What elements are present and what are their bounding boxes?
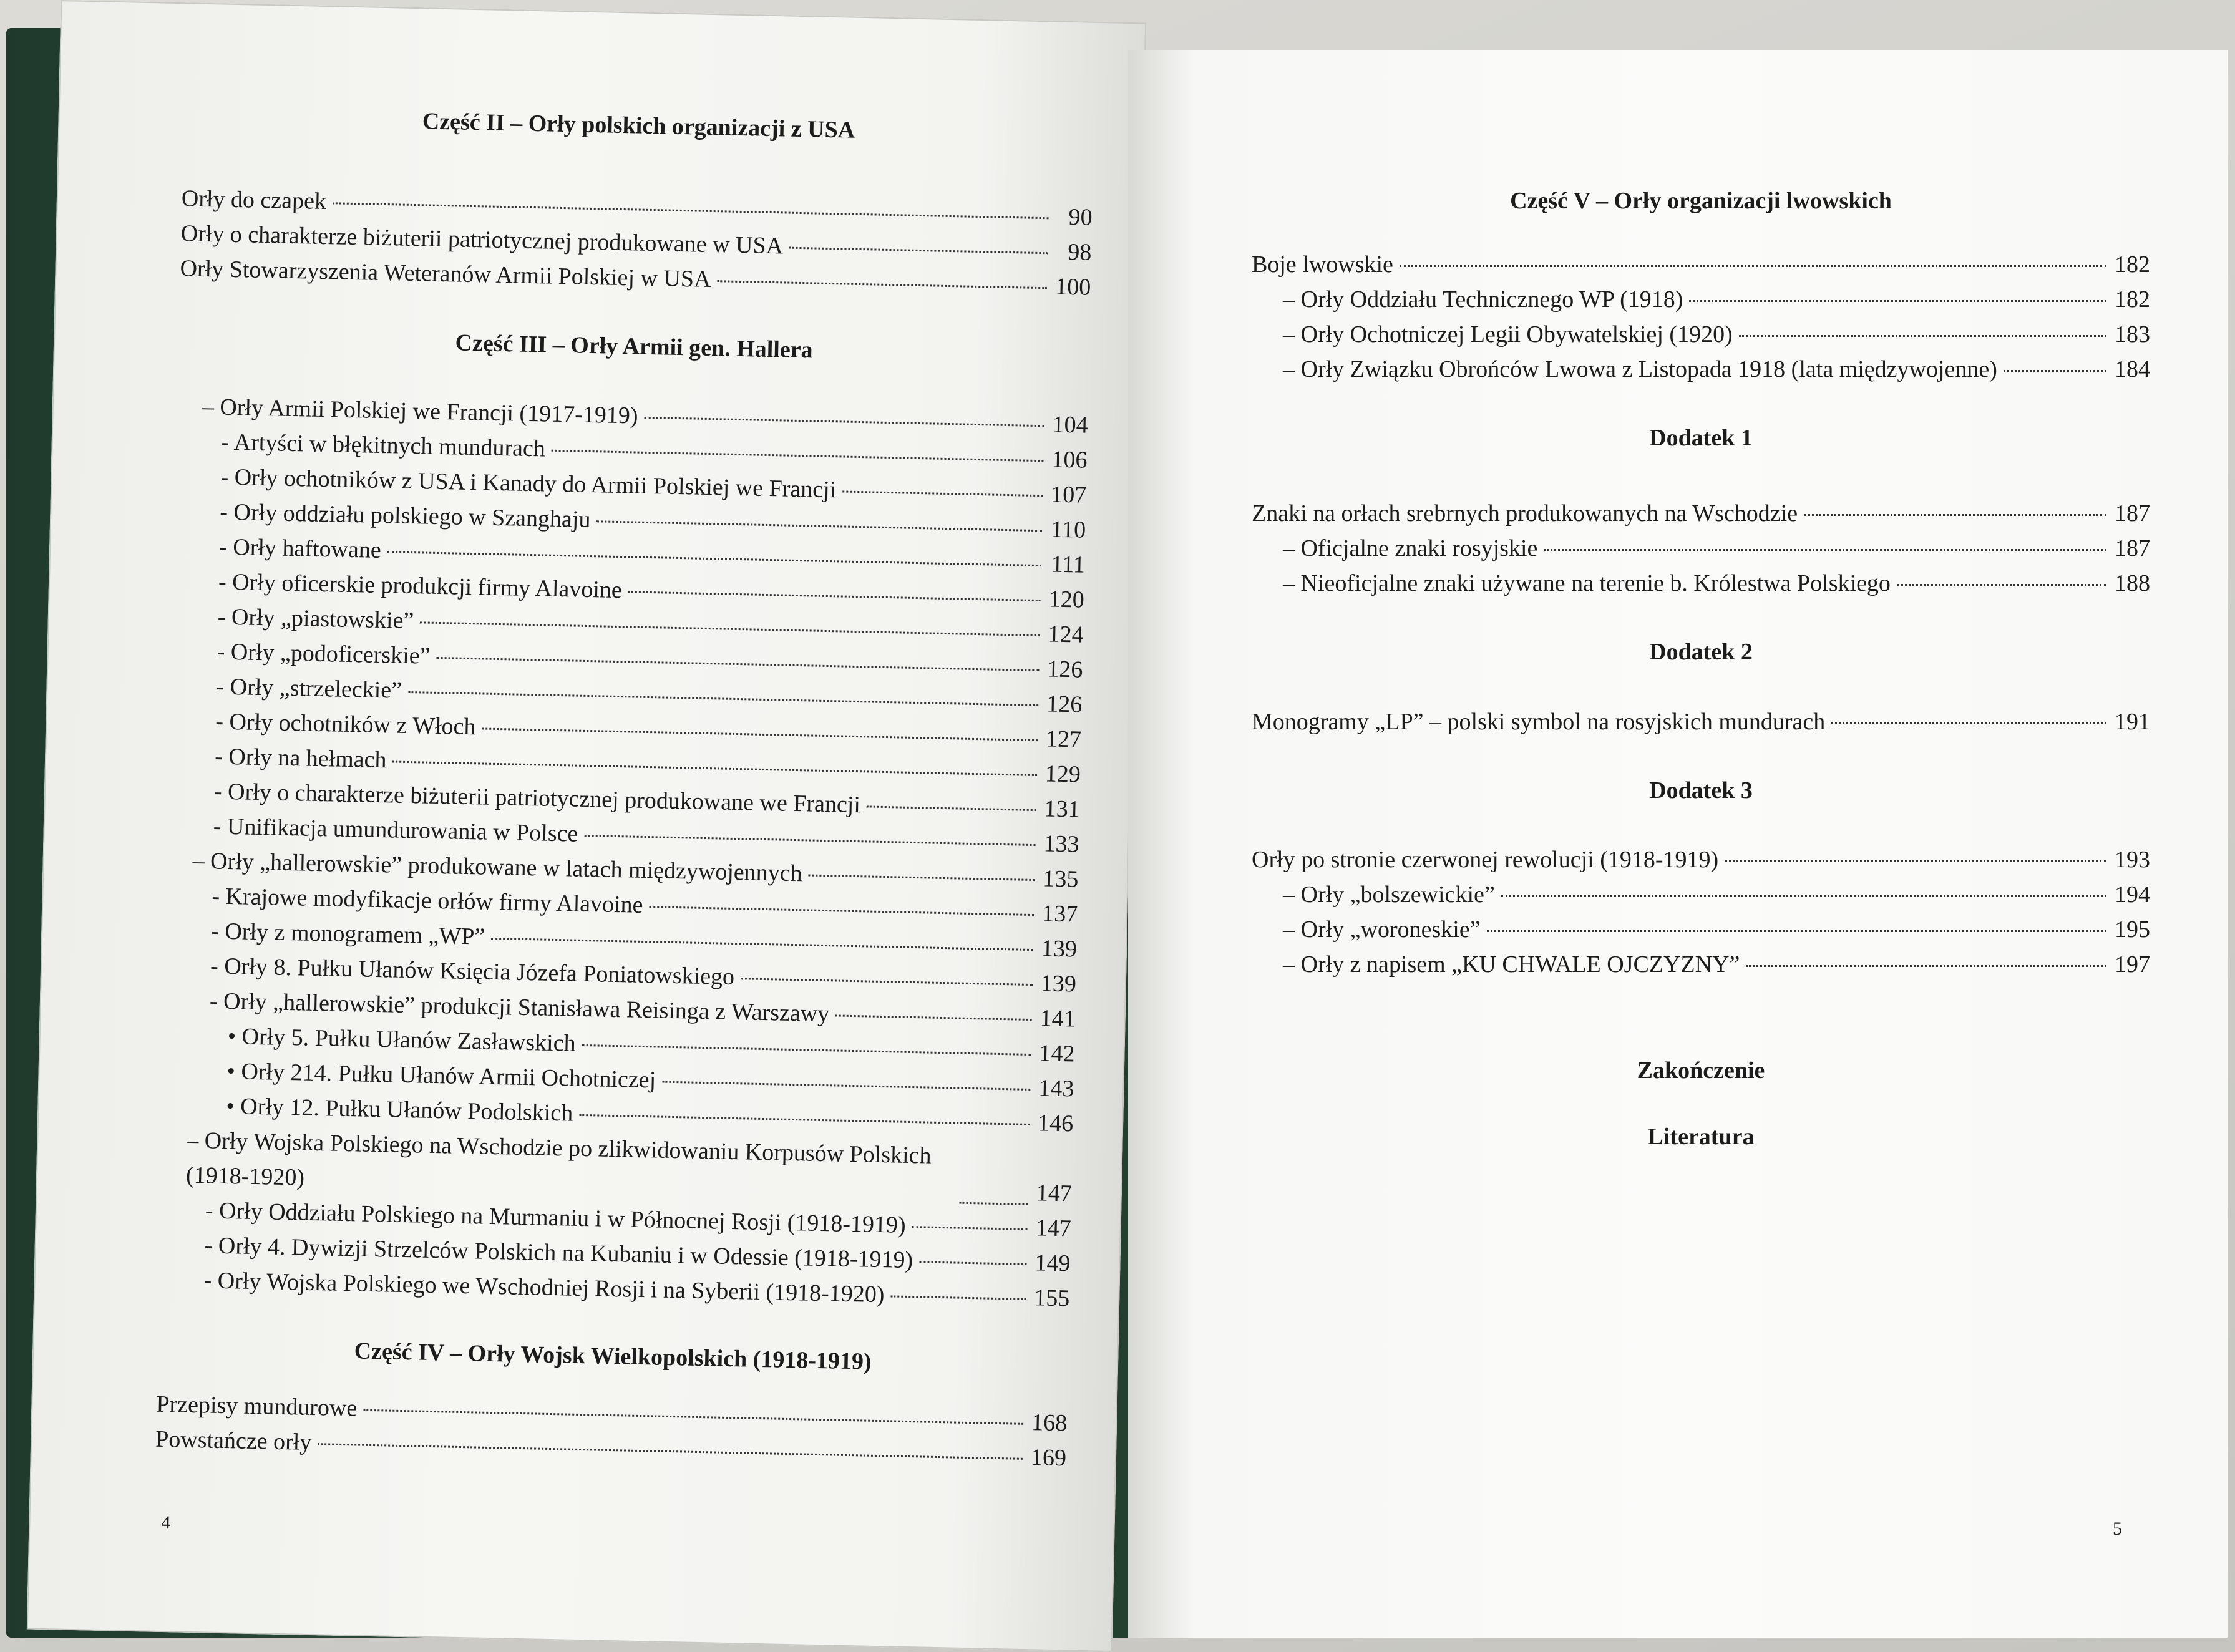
toc-entry [1252, 704, 2150, 739]
dot-leader [318, 1443, 1023, 1460]
toc-page: 193 [2115, 847, 2150, 873]
dot-leader [867, 806, 1036, 812]
section-heading: Część V – Orły organizacji lwowskich [1510, 188, 1892, 214]
dot-leader [1897, 584, 2106, 586]
toc-title: - Orły „hallerowskie” produkcji Stanisława Reisinga z Warszawy [209, 988, 830, 1028]
section-heading: Część IV – Orły Wojsk Wielkopolskich (1918-1919) [354, 1338, 872, 1375]
toc-title: - Orły ochotników z USA i Kanady do Armii Polskiej we Francji [220, 464, 837, 503]
page-number: 4 [161, 1512, 171, 1533]
toc-page: 197 [2115, 951, 2150, 978]
toc-title: – Orły „hallerowskie” produkowane w latach międzywojennych [192, 847, 803, 887]
toc-page: 131 [1044, 795, 1081, 823]
dot-leader [789, 246, 1048, 254]
toc-page: 133 [1043, 830, 1079, 858]
toc-page: 147 [1036, 1180, 1073, 1207]
toc-title: - Orły na hełmach [214, 743, 387, 774]
toc-entry [1252, 566, 2150, 601]
toc-page: 188 [2115, 570, 2150, 597]
toc-title: – Orły Wojska Polskiego na Wschodzie po zlikwidowaniu Korpusów Polskich (1918-1920) [185, 1127, 932, 1191]
toc-title: – Orły „bolszewickie” [1283, 882, 1495, 908]
dot-leader [1804, 514, 2106, 516]
toc-page: 183 [2115, 321, 2150, 347]
left-page [27, 0, 1146, 1652]
toc-entry [1252, 282, 2150, 317]
dot-leader [835, 1015, 1032, 1021]
toc-page: 98 [1068, 238, 1092, 266]
page-number: 5 [2113, 1518, 2122, 1539]
toc-entry [1252, 247, 2150, 282]
toc-page: 195 [2115, 916, 2150, 943]
toc-title: Orły Stowarzyszenia Weteranów Armii Polskiej w USA [180, 255, 711, 293]
toc-title: Powstańcze orły [155, 1426, 312, 1455]
toc-title: Orły o charakterze biżuterii patriotycznej produkowane w USA [180, 220, 784, 259]
dot-leader [1501, 895, 2106, 897]
toc-page: 106 [1051, 446, 1088, 474]
toc-title: - Orły haftowane [218, 533, 382, 564]
toc-page: 182 [2115, 251, 2150, 278]
toc-title: - Orły oddziału polskiego w Szanghaju [219, 498, 591, 533]
dot-leader [482, 728, 1038, 742]
dot-leader [584, 835, 1035, 846]
dot-leader [808, 875, 1035, 882]
toc-title: - Orły 8. Pułku Ułanów Księcia Józefa Poniatowskiego [210, 953, 735, 991]
toc-title: - Orły „podoficerskie” [217, 638, 431, 669]
dot-leader [628, 591, 1041, 602]
dot-leader [491, 938, 1033, 951]
toc-page: 142 [1039, 1040, 1075, 1067]
dot-leader [363, 1409, 1023, 1424]
dot-leader [333, 202, 1049, 219]
toc-entry [1252, 317, 2150, 352]
toc-title: – Orły „woroneskie” [1283, 916, 1481, 943]
toc-page: 187 [2115, 500, 2150, 527]
ending-heading: Zakończenie [1637, 1057, 1765, 1084]
toc-page: 137 [1041, 900, 1078, 928]
dot-leader [649, 906, 1034, 916]
toc-page: 124 [1048, 621, 1084, 648]
dot-leader [912, 1226, 1028, 1230]
toc-title: - Orły z monogramem „WP” [210, 918, 485, 950]
toc-title: - Orły „strzeleckie” [216, 673, 402, 704]
toc-page: 129 [1044, 760, 1081, 788]
toc-title: – Orły z napisem „KU CHWALE OJCZYZNY” [1283, 951, 1740, 978]
toc-entry [1252, 531, 2150, 566]
dot-leader [959, 1202, 1028, 1205]
toc-page: 127 [1045, 726, 1082, 753]
dot-leader [890, 1296, 1026, 1301]
toc-title: - Orły 4. Dywizji Strzelców Polskich na Kubaniu i w Odessie (1918-1919) [204, 1232, 913, 1274]
toc-page: 194 [2115, 882, 2150, 908]
section-heading: Część III – Orły Armii gen. Hallera [455, 329, 814, 364]
toc-page: 120 [1048, 586, 1085, 613]
dot-leader [1831, 722, 2106, 724]
toc-page: 107 [1050, 481, 1087, 508]
toc-title: Monogramy „LP” – polski symbol na rosyjskich mundurach [1252, 708, 1826, 735]
dot-leader [1400, 265, 2106, 267]
toc-title: - Krajowe modyfikacje orłów firmy Alavoine [212, 883, 643, 919]
toc-entry [1252, 496, 2150, 531]
toc-page: 139 [1041, 935, 1078, 963]
toc-page: 182 [2115, 286, 2150, 313]
toc-page: 146 [1037, 1110, 1074, 1137]
toc-title: • Orły 5. Pułku Ułanów Zasławskich [227, 1023, 577, 1057]
toc-entry [1252, 842, 2150, 877]
toc-page: 100 [1054, 273, 1091, 301]
toc-entry [1252, 912, 2150, 947]
dot-leader [717, 280, 1047, 289]
dot-leader [408, 691, 1038, 706]
dot-leader [552, 450, 1044, 462]
toc-title: Znaki na orłach srebrnych produkowanych na Wschodzie [1252, 500, 1798, 527]
toc-page: 149 [1035, 1250, 1071, 1277]
toc-entry [1252, 947, 2150, 982]
dot-leader [420, 622, 1040, 637]
toc-title: - Orły Oddziału Polskiego na Murmaniu i w Północnej Rosji (1918-1919) [205, 1197, 907, 1239]
toc-title: – Orły Oddziału Technicznego WP (1918) [1283, 286, 1683, 313]
toc-title: Boje lwowskie [1252, 251, 1393, 278]
toc-title: - Orły „piastowskie” [217, 603, 414, 634]
dot-leader [644, 417, 1044, 427]
toc-page: 155 [1033, 1285, 1070, 1312]
bibliography-heading: Literatura [1647, 1123, 1755, 1150]
toc-title: – Orły Armii Polskiej we Francji (1917-1919) [202, 394, 638, 429]
section-heading: Część II – Orły polskich organizacji z USA [422, 108, 855, 143]
dot-leader [579, 1114, 1030, 1125]
toc-page: 126 [1046, 691, 1083, 718]
dot-leader [1746, 965, 2106, 967]
dot-leader [1739, 335, 2106, 337]
dot-leader [392, 761, 1036, 777]
toc-page: 111 [1051, 551, 1086, 578]
toc-page: 184 [2115, 356, 2150, 382]
left-toc [155, 96, 1094, 1475]
toc-page: 147 [1035, 1215, 1072, 1242]
toc-title: - Orły o charakterze biżuterii patriotycznej produkowane we Francji [213, 778, 861, 819]
dot-leader [1487, 930, 2106, 932]
toc-page: 104 [1052, 411, 1089, 439]
toc-page: 169 [1030, 1444, 1067, 1472]
dot-leader [1544, 549, 2106, 551]
toc-page: 168 [1031, 1409, 1068, 1437]
toc-title: – Oficjalne znaki rosyjskie [1283, 535, 1538, 562]
toc-title: Przepisy mundurowe [156, 1391, 358, 1422]
toc-title: Orły po stronie czerwonej rewolucji (1918-1919) [1252, 847, 1719, 873]
section-heading: Dodatek 1 [1649, 424, 1753, 451]
dot-leader [596, 520, 1042, 532]
dot-leader [2004, 370, 2106, 372]
toc-title: – Orły Ochotniczej Legii Obywatelskiej (1920) [1283, 321, 1733, 347]
toc-page: 191 [2115, 708, 2150, 735]
dot-leader [436, 657, 1039, 671]
toc-title: - Artyści w błękitnych mundurach [221, 429, 546, 462]
toc-page: 90 [1068, 203, 1093, 231]
dot-leader [842, 491, 1043, 497]
dot-leader [582, 1044, 1031, 1056]
dot-leader [1689, 300, 2106, 302]
right-page [1128, 50, 2228, 1638]
toc-title: – Nieoficjalne znaki używane na terenie b. Królestwa Polskiego [1283, 570, 1891, 597]
toc-page: 110 [1051, 516, 1086, 543]
toc-title: • Orły 12. Pułku Ułanów Podolskich [226, 1093, 573, 1127]
toc-title: - Orły oficerskie produkcji firmy Alavoine [218, 568, 623, 604]
dot-leader [741, 978, 1033, 986]
toc-entry [1252, 352, 2150, 387]
toc-page: 126 [1046, 656, 1083, 683]
toc-page: 187 [2115, 535, 2150, 562]
toc-title: • Orły 214. Pułku Ułanów Armii Ochotniczej [226, 1058, 656, 1094]
dot-leader [662, 1081, 1030, 1091]
toc-page: 135 [1042, 865, 1079, 893]
toc-title: Orły do czapek [181, 185, 327, 215]
dot-leader [919, 1261, 1026, 1266]
toc-page: 143 [1038, 1075, 1074, 1102]
toc-page: 139 [1040, 970, 1077, 998]
toc-entry [1252, 877, 2150, 912]
right-toc [1252, 143, 2150, 1152]
dot-leader [1725, 860, 2106, 862]
toc-title: – Orły Związku Obrońców Lwowa z Listopada 1918 (lata międzywojenne) [1283, 356, 1997, 382]
toc-page: 141 [1040, 1005, 1076, 1032]
dot-leader [387, 551, 1041, 566]
section-heading: Dodatek 2 [1649, 639, 1753, 666]
toc-title: - Orły Wojska Polskiego we Wschodniej Rosji i na Syberii (1918-1920) [203, 1267, 885, 1308]
toc-title: - Unifikacja umundurowania w Polsce [213, 813, 578, 847]
toc-title: - Orły ochotników z Włoch [215, 708, 476, 741]
section-heading: Dodatek 3 [1649, 777, 1753, 804]
